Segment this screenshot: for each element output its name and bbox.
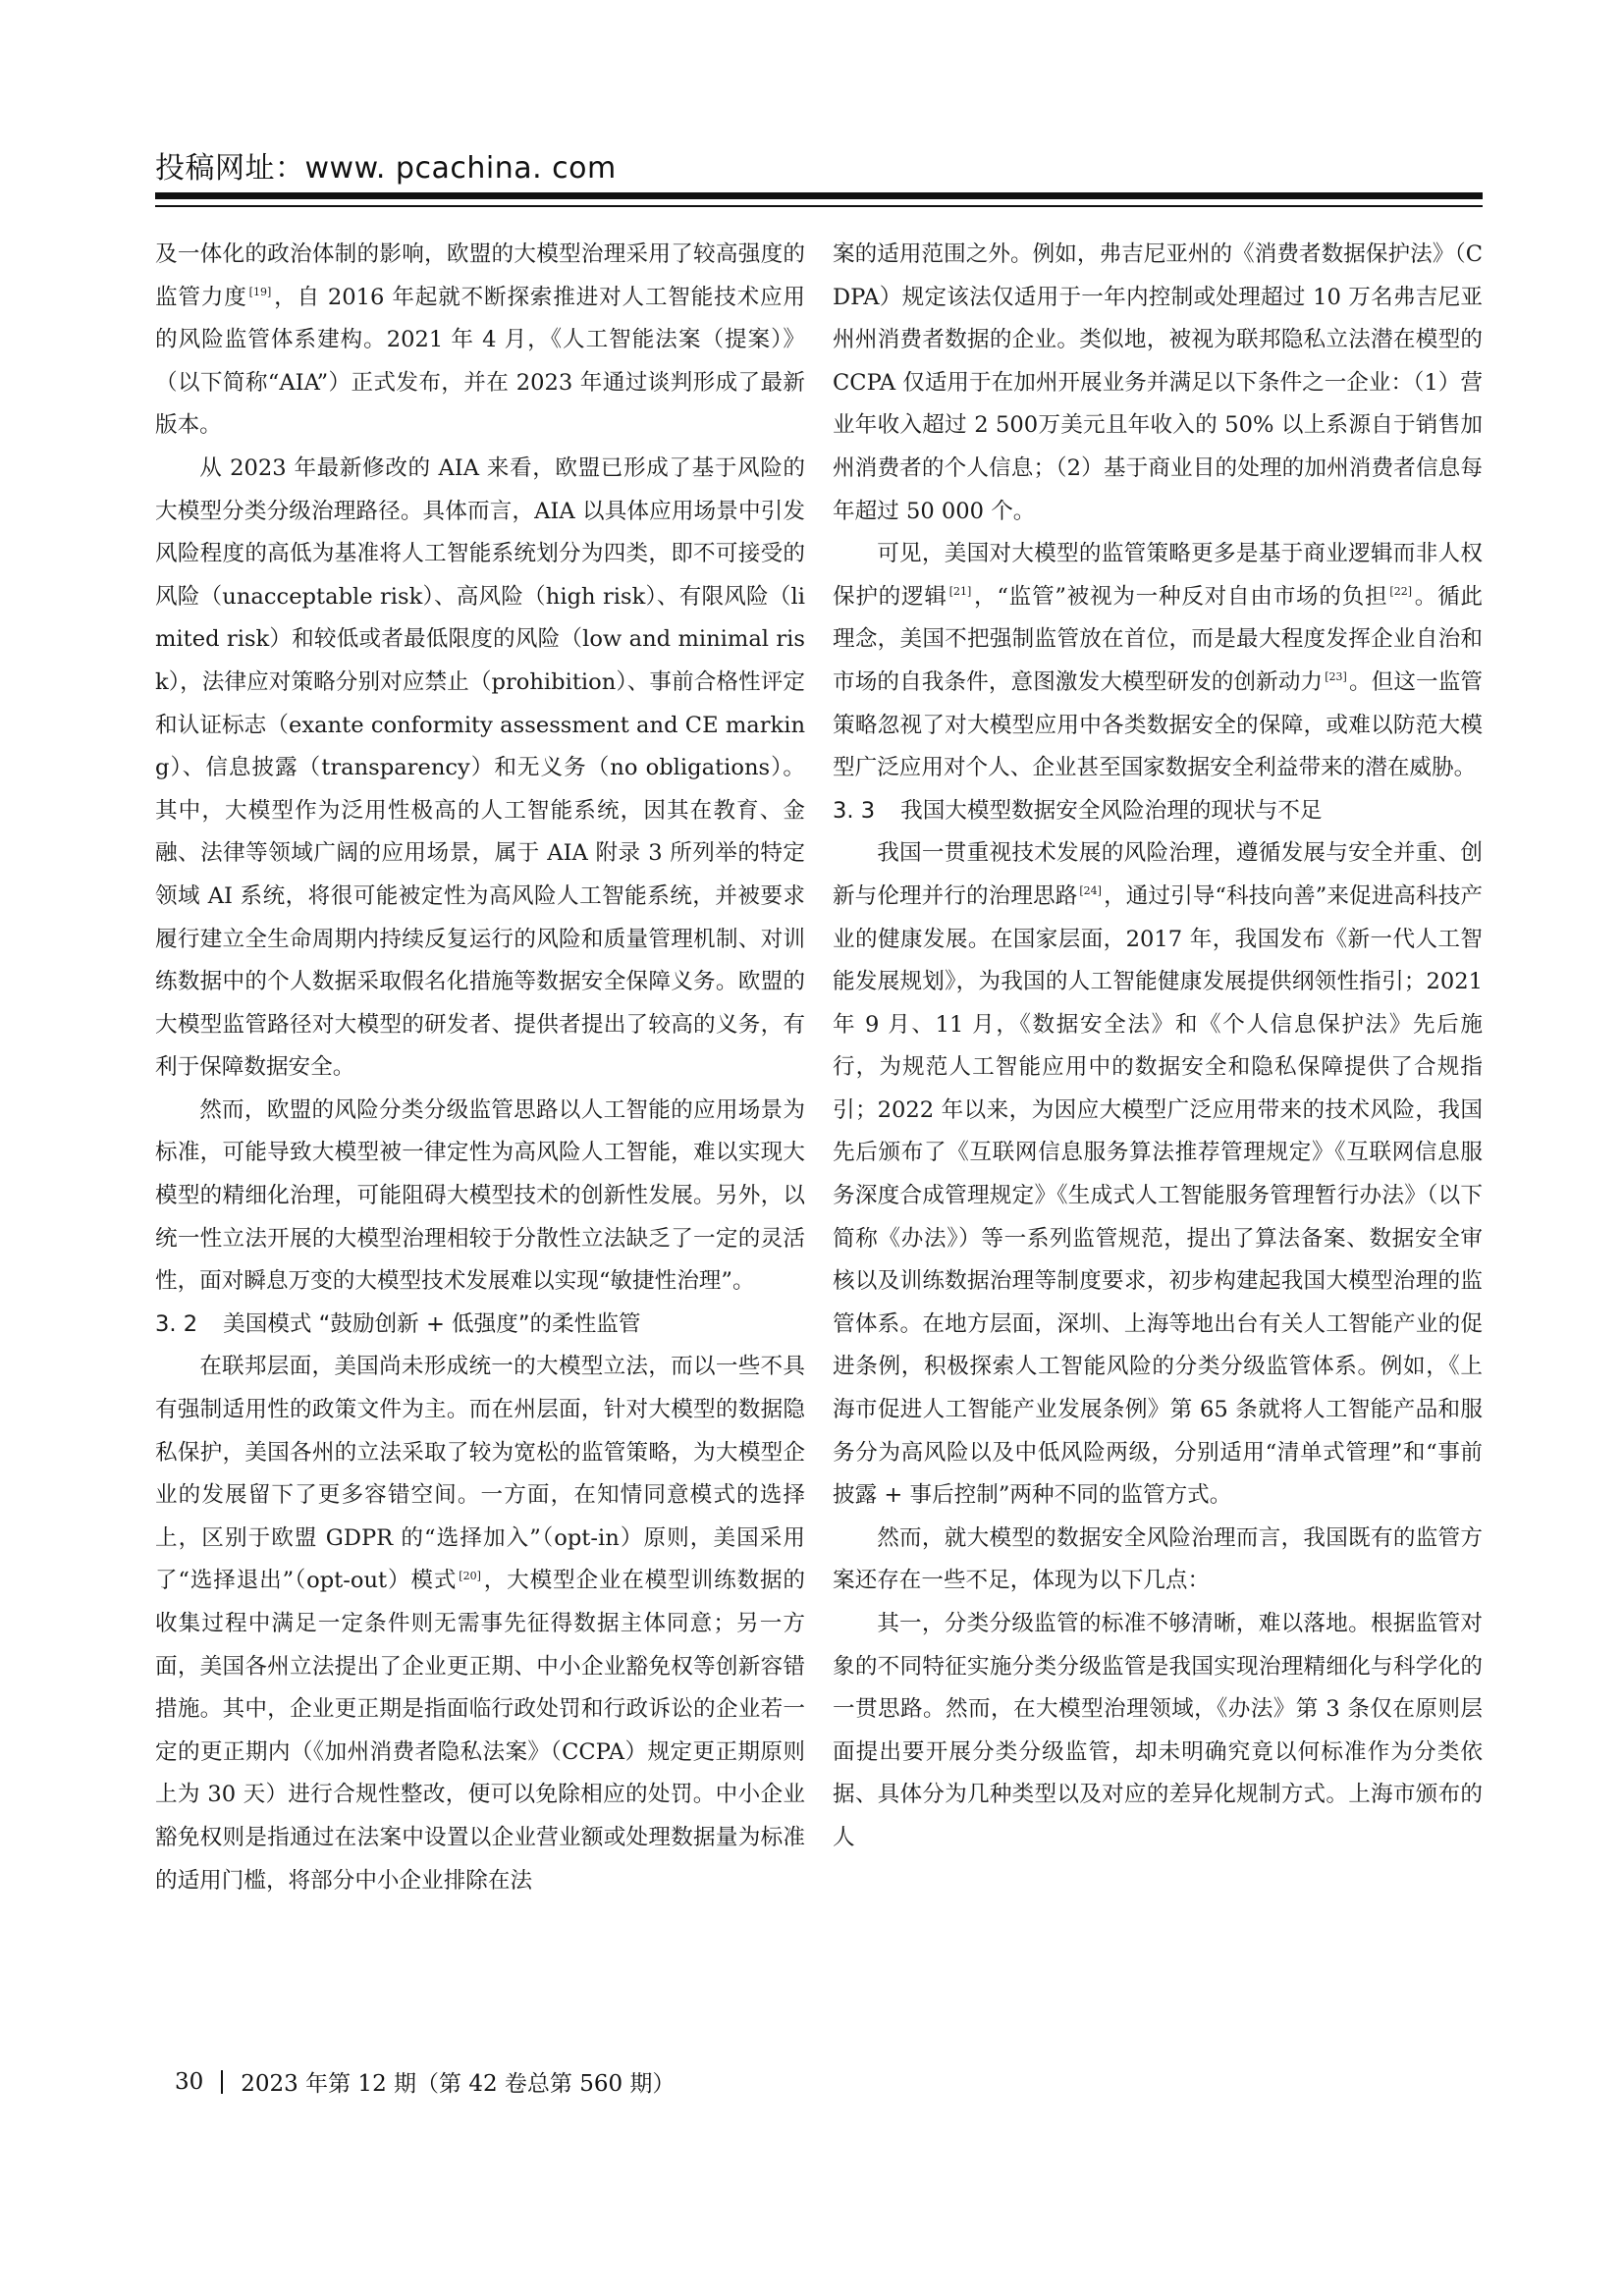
- issue-info: 2023 年第 12 期（第 42 卷总第 560 期）: [241, 2071, 676, 2097]
- paragraph: 从 2023 年最新修改的 AIA 来看，欧盟已形成了基于风险的大模型分类分级治理路径。具体而言，AIA 以具体应用场景中引发风险程度的高低为基准将人工智能系统划分为四类，即不可接受的风险（unacceptable risk）、高风险（high risk）、有限风险（limited risk）和较低或者最低限度的风险（low and minimal risk），法律应对策略分别对应禁止（prohibition）、事前合格性评定和认证标志（exante conformity assessment and CE marking）、信息披露（transparency）和无义务（no obligations）。其中，大模型作为泛用性极高的人工智能系统，因其在教育、金融、法律等领域广阔的应用场景，属于 AIA 附录 3 所列举的特定领域 AI 系统，将很可能被定性为高风险人工智能系统，并被要求履行建立全生命周期内持续反复运行的风险和质量管理机制、对训练数据中的个人数据采取假名化措施等数据安全保障义务。欧盟的大模型监管路径对大模型的研发者、提供者提出了较高的义务，有利于保障数据安全。: [155, 454, 805, 1081]
- citation-ref: [21]: [948, 585, 972, 599]
- section-heading-3-2: 3. 2 美国模式 “鼓励创新 + 低强度”的柔性监管: [155, 1310, 641, 1337]
- left-column: [155, 234, 805, 1902]
- paragraph: 其一，分类分级监管的标准不够清晰，难以落地。根据监管对象的不同特征实施分类分级监管是我国实现治理精细化与科学化的一贯思路。然而，在大模型治理领域，《办法》第 3 条仅在原则层面提出要开展分类分级监管，却未明确究竟以何标准作为分类依据、具体分为几种类型以及对应的差异化规制方式。上海市颁布的人: [833, 1611, 1483, 1850]
- paragraph: 然而，欧盟的风险分类分级监管思路以人工智能的应用场景为标准，可能导致大模型被一律定性为高风险人工智能，难以实现大模型的精细化治理，可能阻碍大模型技术的创新性发展。另外，以统一性立法开展的大模型治理相较于分散性立法缺乏了一定的灵活性，面对瞬息万变的大模型技术发展难以实现“敏捷性治理”。: [155, 1096, 805, 1295]
- page-footer: [175, 2065, 675, 2098]
- footer-divider: [221, 2070, 223, 2094]
- header-rule-thin: [155, 205, 1483, 207]
- paragraph: 然而，就大模型的数据安全风险治理而言，我国既有的监管方案还存在一些不足，体现为以下几点：: [833, 1524, 1483, 1594]
- citation-ref: [24]: [1079, 884, 1102, 898]
- right-column: [833, 234, 1483, 1860]
- paragraph: 及一体化的政治体制的影响，欧盟的大模型治理采用了较高强度的监管力度 [19]，自 2016 年起就不断探索推进对人工智能技术应用的风险监管体系建构。2021 年 4 月，《人工智能法案（提案）》（以下简称“AIA”）正式发布，并在 2023 年通过谈判形成了最新版本。: [155, 241, 805, 439]
- paragraph: 可见，美国对大模型的监管策略更多是基于商业逻辑而非人权保护的逻辑 [21]，“监管”被视为一种反对自由市场的负担 [22]。循此理念，美国不把强制监管放在首位，而是最大程度发挥企业自治和市场的自我条件，意图激发大模型研发的创新动力 [23]。但这一监管策略忽视了对大模型应用中各类数据安全的保障，或难以防范大模型广泛应用对个人、企业甚至国家数据安全利益带来的潜在威胁。: [833, 541, 1484, 781]
- paragraph: 在联邦层面，美国尚未形成统一的大模型立法，而以一些不具有强制适用性的政策文件为主。而在州层面，针对大模型的数据隐私保护，美国各州的立法采取了较为宽松的监管策略，为大模型企业的发展留下了更多容错空间。一方面，在知情同意模式的选择上，区别于欧盟 GDPR 的“选择加入”（opt-in）原则，美国采用了“选择退出”（opt-out）模式 [20]，大模型企业在模型训练数据的收集过程中满足一定条件则无需事先征得数据主体同意；另一方面，美国各州立法提出了企业更正期、中小企业豁免权等创新容错措施。其中，企业更正期是指面临行政处罚和行政诉讼的企业若一定的更正期内（《加州消费者隐私法案》（CCPA）规定更正期原则上为 30 天）进行合规性整改，便可以免除相应的处罚。中小企业豁免权则是指通过在法案中设置以企业营业额或处理数据量为标准的适用门槛，将部分中小企业排除在法: [155, 1354, 805, 1894]
- journal-submission-url: 投稿网址：www. pcachina. com: [155, 151, 617, 186]
- header-rule-thick: [155, 192, 1483, 199]
- citation-ref: [22]: [1389, 585, 1412, 599]
- citation-ref: [19]: [248, 286, 272, 299]
- paragraph: 我国一贯重视技术发展的风险治理，遵循发展与安全并重、创新与伦理并行的治理思路 [24]，通过引导“科技向善”来促进高科技产业的健康发展。在国家层面，2017 年，我国发布《新一代人工智能发展规划》，为我国的人工智能健康发展提供纲领性指引；2021 年 9 月、11 月，《数据安全法》和《个人信息保护法》先后施行，为规范人工智能应用中的数据安全和隐私保障提供了合规指引；2022 年以来，为因应大模型广泛应用带来的技术风险，我国先后颁布了《互联网信息服务算法推荐管理规定》《互联网信息服务深度合成管理规定》《生成式人工智能服务管理暂行办法》（以下简称《办法》）等一系列监管规范，提出了算法备案、数据安全审核以及训练数据治理等制度要求，初步构建起我国大模型治理的监管体系。在地方层面，深圳、上海等地出台有关人工智能产业的促进条例，积极探索人工智能风险的分类分级监管体系。例如，《上海市促进人工智能产业发展条例》第 65 条就将人工智能产品和服务分为高风险以及中低风险两级，分别适用“清单式管理”和“事前披露 + 事后控制”两种不同的监管方式。: [833, 840, 1483, 1509]
- paragraph: 案的适用范围之外。例如，弗吉尼亚州的《消费者数据保护法》（CDPA）规定该法仅适用于一年内控制或处理超过 10 万名弗吉尼亚州州消费者数据的企业。类似地，被视为联邦隐私立法潜在模型的 CCPA 仅适用于在加州开展业务并满足以下条件之一企业：（1）营业年收入超过 2 500万美元且年收入的 50% 以上系源自于销售加州消费者的个人信息；（2）基于商业目的处理的加州消费者信息每年超过 50 000 个。: [833, 241, 1483, 524]
- section-heading-3-3: 3. 3 我国大模型数据安全风险治理的现状与不足: [833, 797, 1323, 824]
- citation-ref: [23]: [1325, 670, 1347, 684]
- page-number: 30: [175, 2068, 204, 2095]
- citation-ref: [20]: [459, 1569, 481, 1582]
